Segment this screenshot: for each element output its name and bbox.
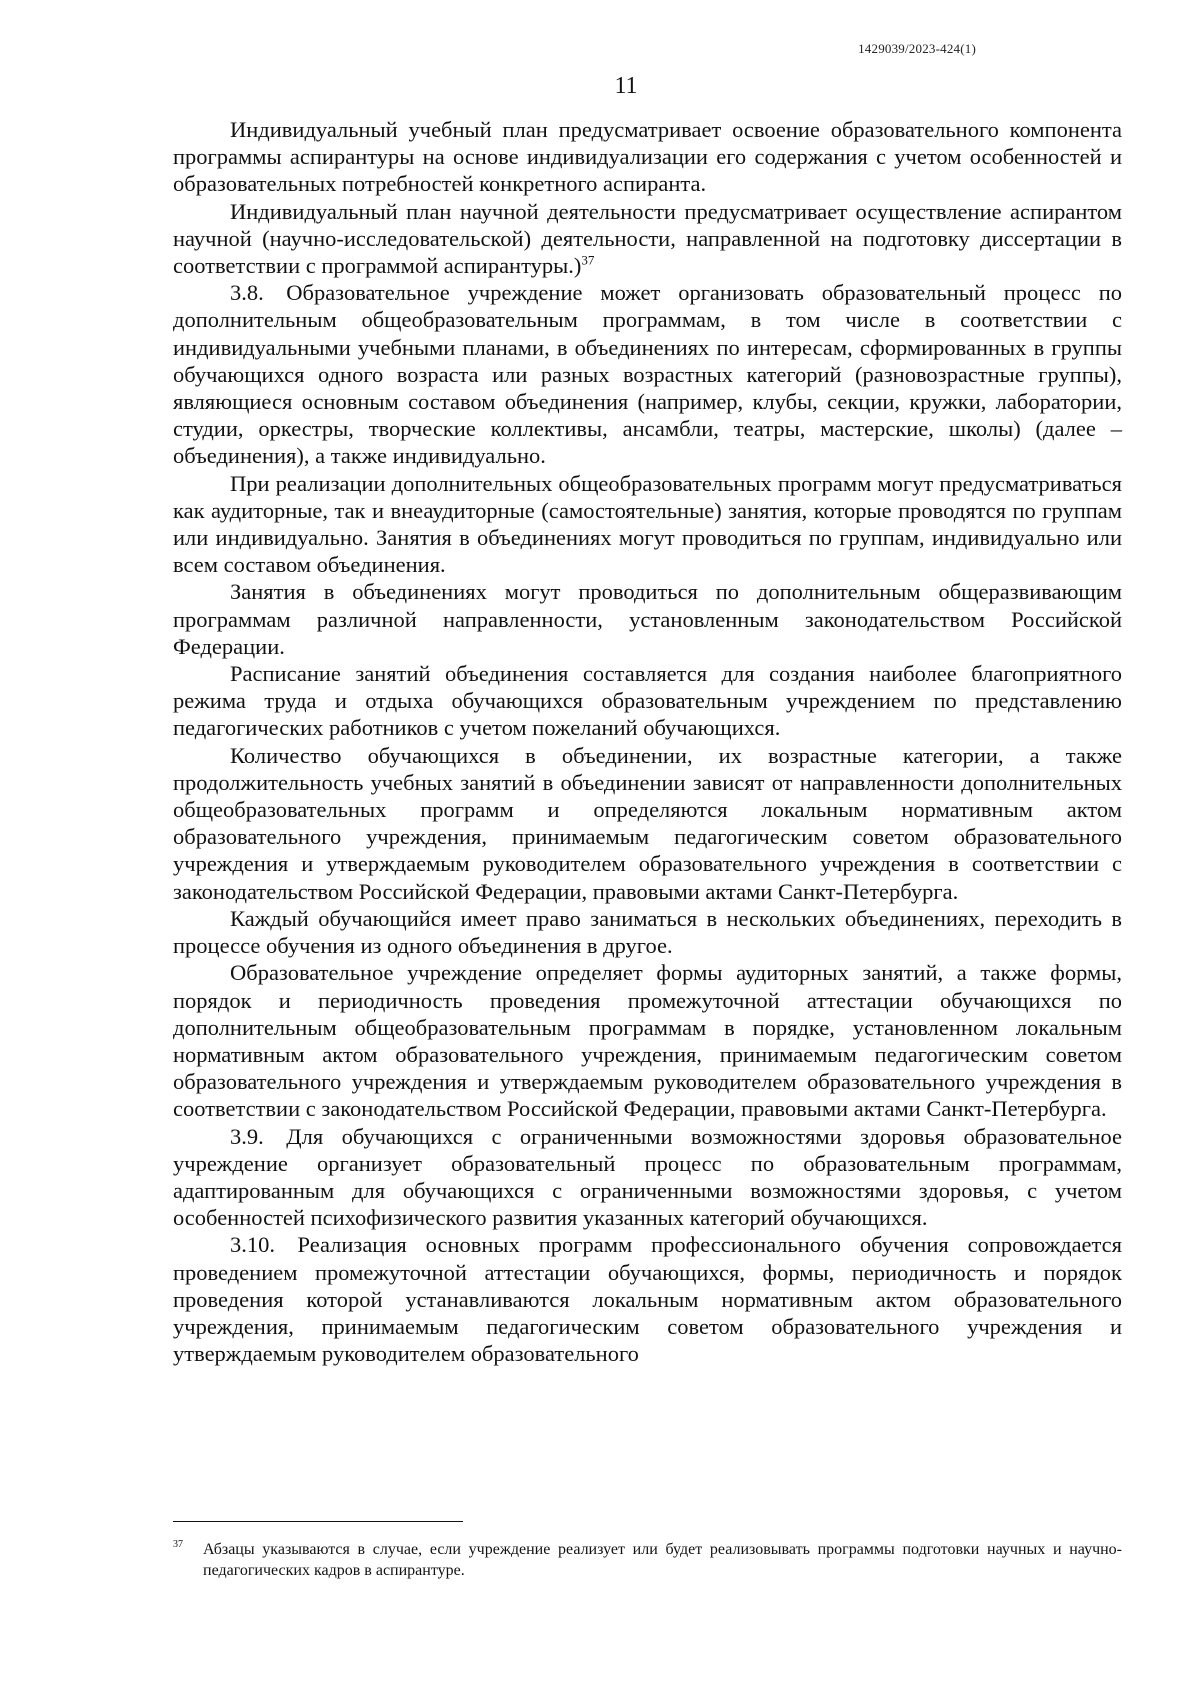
- paragraph: [173, 578, 1122, 660]
- footnote-mark: 37: [173, 1539, 183, 1550]
- page-number: 11: [614, 73, 638, 99]
- paragraph-text: 3.9. Для обучающихся с ограниченными возможностями здоровья образовательное учреждение организует образовательный процесс по образовательным программам, адаптированным для обучающихся с ограниченными возможностями здоровья, с учетом особенностей психофизического развития указанных категорий обучающихся.: [173, 1123, 1122, 1231]
- paragraph: [173, 1231, 1122, 1367]
- paragraph-text: Каждый обучающийся имеет право заниматься в нескольких объединениях, переходить в процессе обучения из одного объединения в другое.: [173, 905, 1122, 959]
- paragraph-text: Количество обучающихся в объединении, их возрастные категории, а также продолжительность учебных занятий в объединении зависят от направленности дополнительных общеобразовательных программ и определяются локальным нормативным актом образовательного учреждения, принимаемым педагогическим советом образовательного учреждения и утверждаемым руководителем образовательного учреждения в соответствии с законодательством Российской Федерации, правовыми актами Санкт-Петербурга.: [173, 742, 1122, 904]
- footnote-text: Абзацы указываются в случае, если учреждение реализует или будет реализовывать программы подготовки научных и научно-педагогических кадров в аспирантуре.: [203, 1541, 1122, 1579]
- paragraph: [173, 116, 1122, 198]
- paragraph: [173, 279, 1122, 469]
- footnote: [173, 1539, 1122, 1581]
- document-id: 1429039/2023-424(1): [858, 41, 976, 56]
- paragraph: [173, 1123, 1122, 1232]
- paragraph-text: Занятия в объединениях могут проводиться по дополнительным общеразвивающим программам различной направленности, установленным законодательством Российской Федерации.: [173, 579, 1122, 659]
- paragraph-text: 3.8. Образовательное учреждение может организовать образовательный процесс по дополнительным общеобразовательным программам, в том числе в соответствии с индивидуальными учебными планами, в объединениях по интересам, сформированных в группы обучающихся одного возраста или разных возрастных категорий (разновозрастные группы), являющиеся основным составом объединения (например, клубы, секции, кружки, лаборатории, студии, оркестры, творческие коллективы, ансамбли, театры, мастерские, школы) (далее – объединения), а также индивидуально.: [173, 280, 1122, 469]
- paragraph-text: 3.10. Реализация основных программ профессионального обучения сопровождается проведением промежуточной аттестации обучающихся, формы, периодичность и порядок проведения которой устанавливаются локальным нормативным актом образовательного учреждения, принимаемым педагогическим советом образовательного учреждения и утверждаемым руководителем образовательного: [173, 1232, 1122, 1367]
- paragraph: [173, 198, 1122, 280]
- footnote-reference[interactable]: 37: [581, 252, 595, 268]
- paragraph-text: Расписание занятий объединения составляется для создания наиболее благоприятного режима труда и отдыха обучающихся образовательным учреждением по представлению педагогических работников с учетом пожеланий обучающихся.: [173, 661, 1122, 741]
- document-body: [173, 116, 1122, 1367]
- paragraph-text: При реализации дополнительных общеобразовательных программ могут предусматриваться как аудиторные, так и внеаудиторные (самостоятельные) занятия, которые проводятся по группам или индивидуально. Занятия в объединениях могут проводиться по группам, индивидуально или всем составом объединения.: [173, 470, 1122, 578]
- paragraph: [173, 660, 1122, 742]
- paragraph-text: Индивидуальный учебный план предусматривает освоение образовательного компонента программы аспирантуры на основе индивидуализации его содержания с учетом особенностей и образовательных потребностей конкретного аспиранта.: [173, 117, 1122, 197]
- paragraph-text: Образовательное учреждение определяет формы аудиторных занятий, а также формы, порядок и периодичность проведения промежуточной аттестации обучающихся по дополнительным общеобразовательным программам в порядке, установленном локальным нормативным актом образовательного учреждения, принимаемым педагогическим советом образовательного учреждения и утверждаемым руководителем образовательного учреждения в соответствии с законодательством Российской Федерации, правовыми актами Санкт-Петербурга.: [173, 960, 1122, 1122]
- paragraph-text: Индивидуальный план научной деятельности предусматривает осуществление аспирантом научной (научно-исследовательской) деятельности, направленной на подготовку диссертации в соответствии с программой аспирантуры.): [173, 198, 1122, 279]
- paragraph: [173, 959, 1122, 1122]
- paragraph: [173, 742, 1122, 905]
- paragraph: [173, 905, 1122, 959]
- footnote-separator: [173, 1521, 463, 1522]
- paragraph: [173, 470, 1122, 579]
